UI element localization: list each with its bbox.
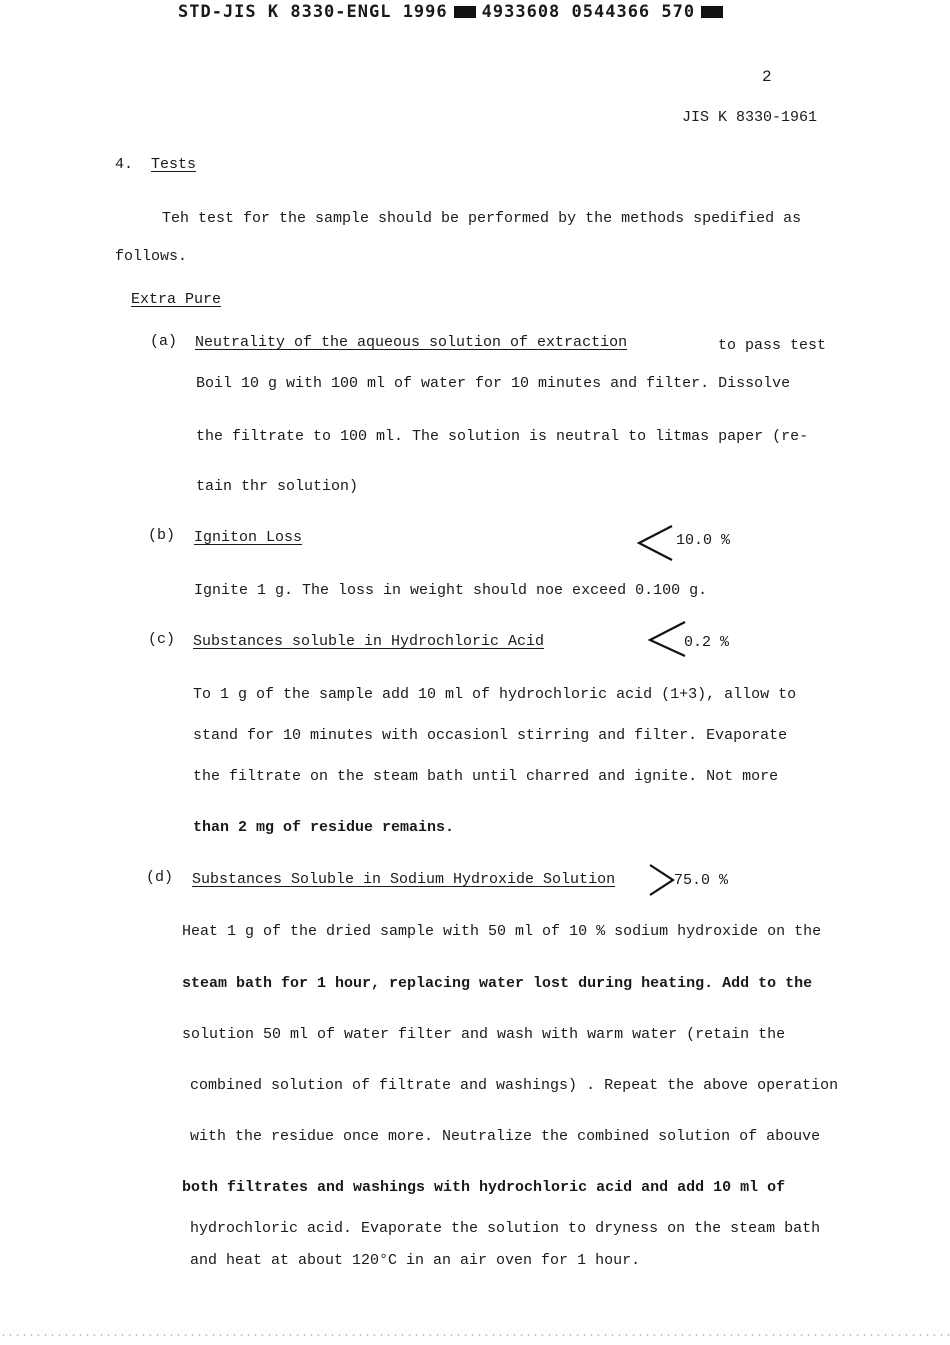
greater-than-sign-icon [646,862,676,898]
header-left-code: STD-JIS K 8330-ENGL 1996 [178,2,448,22]
header-right-code: 570 [661,2,696,22]
item-d-line-7: hydrochloric acid. Evaporate the solution to dryness on the steam bath [190,1220,821,1237]
item-d-line-1: Heat 1 g of the dried sample with 50 ml of 10 % sodium hydroxide on the [182,923,822,940]
item-c-line-2: stand for 10 minutes with occasionl stirring and filter. Evaporate [193,727,788,744]
intro-line-2: follows. [115,248,188,265]
page-number: 2 [762,68,772,86]
item-d-line-5: with the residue once more. Neutralize the combined solution of abouve [190,1128,821,1145]
item-b-label: (b) [148,527,176,544]
header-redaction-block-end [701,6,723,18]
item-a-label: (a) [150,333,178,350]
scan-noise [0,1332,950,1338]
item-b-spec: 10.0 % [676,532,731,549]
section-title: Tests [151,156,197,173]
item-a-title: Neutrality of the aqueous solution of extraction [195,334,628,351]
item-d-line-3: solution 50 ml of water filter and wash with warm water (retain the [182,1026,786,1043]
item-c-line-3: the filtrate on the steam bath until charred and ignite. Not more [193,768,779,785]
item-c-line-1: To 1 g of the sample add 10 ml of hydrochloric acid (1+3), allow to [193,686,797,703]
item-c-title: Substances soluble in Hydrochloric Acid [193,633,545,650]
item-a-line-1: Boil 10 g with 100 ml of water for 10 minutes and filter. Dissolve [196,375,791,392]
less-than-sign-icon [645,618,689,660]
item-a-line-2: the filtrate to 100 ml. The solution is neutral to litmas paper (re- [196,428,809,445]
item-a-spec: to pass test [718,337,827,354]
item-b-line-1: Ignite 1 g. The loss in weight should noe exceed 0.100 g. [194,582,708,599]
item-a-line-3: tain thr solution) [196,478,359,495]
intro-line-1: Teh test for the sample should be performed by the methods spedified as [162,210,802,227]
less-than-sign-icon [634,522,676,564]
item-d-line-2: steam bath for 1 hour, replacing water lost during heating. Add to the [182,975,813,992]
item-c-line-4: than 2 mg of residue remains. [193,819,455,836]
item-d-title: Substances Soluble in Sodium Hydroxide Solution [192,871,616,888]
item-d-spec: 75.0 % [674,872,729,889]
standard-code: JIS K 8330-1961 [682,109,818,126]
header-redaction-block [454,6,476,18]
item-d-label: (d) [146,869,174,886]
header-mid-code: 4933608 0544366 [481,2,651,22]
grade-heading: Extra Pure [131,291,222,308]
section-number: 4. [115,156,134,173]
document-header [178,2,729,22]
section-heading [115,156,196,173]
item-d-line-8: and heat at about 120°C in an air oven for 1 hour. [190,1252,641,1269]
item-c-spec: 0.2 % [684,634,730,651]
item-d-line-4: combined solution of filtrate and washings) . Repeat the above operation [190,1077,839,1094]
item-b-title: Igniton Loss [194,529,303,546]
item-d-line-6: both filtrates and washings with hydrochloric acid and add 10 ml of [182,1179,786,1196]
item-c-label: (c) [148,631,176,648]
